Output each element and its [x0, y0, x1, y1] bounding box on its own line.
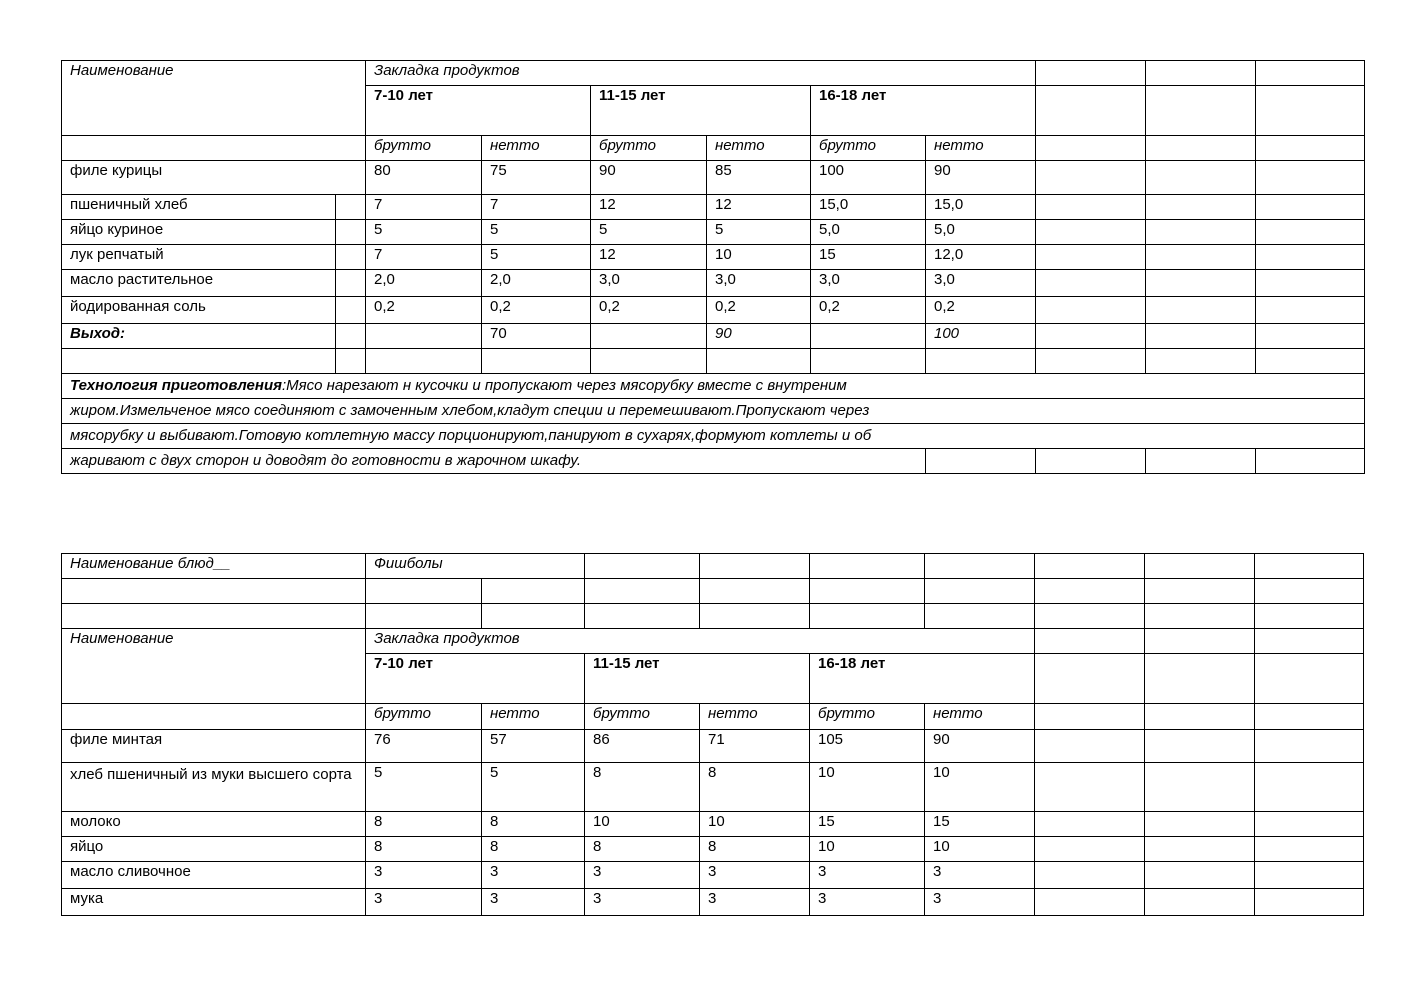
value-cell: 0,2: [482, 297, 591, 324]
empty-cell: [1035, 763, 1145, 812]
brutto-header: брутто: [366, 136, 482, 161]
empty-cell: [700, 554, 810, 579]
empty-cell: [810, 579, 925, 604]
table-row: [62, 297, 1365, 324]
value-cell: 5: [591, 220, 707, 245]
empty-cell: [1255, 604, 1364, 629]
value-cell: 12: [707, 195, 811, 220]
empty-cell: [1146, 245, 1256, 270]
value-cell: 5: [366, 220, 482, 245]
empty-cell: [1035, 554, 1145, 579]
table-row: [62, 161, 1365, 195]
netto-header: нетто: [482, 136, 591, 161]
empty-cell: [336, 297, 366, 324]
empty-cell: [62, 349, 336, 374]
netto-header: нетто: [707, 136, 811, 161]
value-cell: 3,0: [707, 270, 811, 297]
empty-cell: [1256, 270, 1365, 297]
empty-cell: [336, 349, 366, 374]
empty-cell: [366, 579, 482, 604]
value-cell: 8: [585, 837, 700, 862]
empty-cell: [1035, 730, 1145, 763]
empty-cell: [1145, 889, 1255, 916]
table-row: [62, 195, 1365, 220]
value-cell: 3,0: [926, 270, 1036, 297]
value-cell: 0,2: [366, 297, 482, 324]
output-label: Выход:: [62, 324, 336, 349]
ingredient-name: пшеничный хлеб: [62, 195, 336, 220]
value-cell: 10: [810, 837, 925, 862]
empty-cell: [1256, 245, 1365, 270]
value-cell: 105: [810, 730, 925, 763]
value-cell: 76: [366, 730, 482, 763]
technology-line: [62, 374, 1365, 399]
empty-cell: [1145, 554, 1255, 579]
ingredient-name: масло растительное: [62, 270, 336, 297]
empty-cell: [1146, 449, 1256, 474]
empty-cell: [1145, 704, 1255, 730]
brutto-header: брутто: [810, 704, 925, 730]
value-cell: 90: [591, 161, 707, 195]
empty-cell: [1035, 812, 1145, 837]
ingredient-name: яйцо: [62, 837, 366, 862]
age-group-7-10: 7-10 лет: [366, 86, 591, 136]
empty-cell: [1036, 270, 1146, 297]
empty-cell: [366, 349, 482, 374]
table-row: [62, 862, 1364, 889]
value-cell: 100: [811, 161, 926, 195]
value-cell: 90: [926, 161, 1036, 195]
value-cell: 86: [585, 730, 700, 763]
empty-cell: [1036, 220, 1146, 245]
empty-cell: [1255, 812, 1364, 837]
netto-header: нетто: [926, 136, 1036, 161]
empty-cell: [1035, 604, 1145, 629]
ingredient-name: хлеб пшеничный из муки высшего сорта: [62, 763, 366, 812]
empty-cell: [1036, 195, 1146, 220]
empty-cell: [1035, 862, 1145, 889]
empty-cell: [1146, 195, 1256, 220]
age-group-16-18: 16-18 лет: [810, 654, 1035, 704]
value-cell: 8: [482, 837, 585, 862]
value-cell: 0,2: [926, 297, 1036, 324]
output-value: 70: [482, 324, 591, 349]
empty-cell: [591, 349, 707, 374]
recipe-table-2: [61, 553, 1364, 916]
value-cell: 5: [366, 763, 482, 812]
age-group-16-18: 16-18 лет: [811, 86, 1036, 136]
value-cell: 3: [810, 889, 925, 916]
empty-cell: [1035, 704, 1145, 730]
ingredient-name: филе курицы: [62, 161, 366, 195]
technology-text: :Мясо нарезают н кусочки и пропускают через мясорубку вместе с внутреним: [281, 377, 847, 394]
value-cell: 12: [591, 195, 707, 220]
value-cell: 71: [700, 730, 810, 763]
output-value: 90: [707, 324, 811, 349]
netto-header: нетто: [700, 704, 810, 730]
value-cell: 15,0: [926, 195, 1036, 220]
table-row: [62, 270, 1365, 297]
ingredient-name: йодированная соль: [62, 297, 336, 324]
value-cell: 8: [700, 837, 810, 862]
value-cell: 3: [810, 862, 925, 889]
products-header: Закладка продуктов: [366, 629, 1035, 654]
netto-header: нетто: [482, 704, 585, 730]
value-cell: 8: [700, 763, 810, 812]
empty-cell: [1255, 763, 1364, 812]
ingredient-name: лук репчатый: [62, 245, 336, 270]
value-cell: 8: [482, 812, 585, 837]
empty-cell: [1035, 629, 1145, 654]
value-cell: 3: [585, 862, 700, 889]
brutto-header: брутто: [591, 136, 707, 161]
brutto-header: брутто: [811, 136, 926, 161]
empty-cell: [336, 324, 366, 349]
table-row: [62, 730, 1364, 763]
empty-cell: [810, 554, 925, 579]
empty-cell: [1145, 837, 1255, 862]
empty-cell: [700, 604, 810, 629]
table-row: [62, 812, 1364, 837]
value-cell: 3: [925, 862, 1035, 889]
empty-cell: [585, 579, 700, 604]
empty-cell: [1255, 554, 1364, 579]
empty-cell: [1146, 136, 1256, 161]
empty-cell: [1256, 195, 1365, 220]
empty-cell: [1255, 837, 1364, 862]
empty-cell: [1146, 161, 1256, 195]
empty-cell: [1036, 136, 1146, 161]
empty-cell: [1036, 324, 1146, 349]
empty-cell: [1256, 161, 1365, 195]
empty-cell: [585, 604, 700, 629]
dish-name-label: Наименование блюд__: [62, 554, 366, 579]
value-cell: 57: [482, 730, 585, 763]
empty-cell: [366, 604, 482, 629]
empty-cell: [925, 579, 1035, 604]
value-cell: 75: [482, 161, 591, 195]
ingredient-name: масло сливочное: [62, 862, 366, 889]
empty-cell: [1256, 220, 1365, 245]
table-row: [62, 220, 1365, 245]
empty-cell: [336, 220, 366, 245]
table-row: [62, 763, 1364, 812]
value-cell: 12,0: [926, 245, 1036, 270]
value-cell: 5: [707, 220, 811, 245]
age-group-7-10: 7-10 лет: [366, 654, 585, 704]
empty-cell: [1256, 349, 1365, 374]
empty-cell: [1255, 704, 1364, 730]
value-cell: 3: [700, 862, 810, 889]
value-cell: 3: [366, 889, 482, 916]
recipe-table-1: [61, 60, 1365, 474]
value-cell: 15: [925, 812, 1035, 837]
empty-cell: [1036, 349, 1146, 374]
empty-cell: [1035, 837, 1145, 862]
empty-cell: [925, 604, 1035, 629]
empty-cell: [925, 554, 1035, 579]
brutto-header: брутто: [585, 704, 700, 730]
table-row: [62, 837, 1364, 862]
empty-cell: [1145, 654, 1255, 704]
empty-cell: [482, 604, 585, 629]
empty-cell: [707, 349, 811, 374]
ingredient-name: молоко: [62, 812, 366, 837]
value-cell: 3: [366, 862, 482, 889]
value-cell: 10: [925, 763, 1035, 812]
empty-cell: [1255, 654, 1364, 704]
empty-cell: [1145, 604, 1255, 629]
value-cell: 10: [700, 812, 810, 837]
name-header: Наименование: [62, 61, 366, 136]
empty-cell: [811, 349, 926, 374]
value-cell: 10: [585, 812, 700, 837]
value-cell: 0,2: [591, 297, 707, 324]
empty-cell: [700, 579, 810, 604]
empty-cell: [811, 324, 926, 349]
empty-cell: [1256, 61, 1365, 86]
empty-cell: [1036, 161, 1146, 195]
value-cell: 8: [585, 763, 700, 812]
empty-cell: [1035, 889, 1145, 916]
value-cell: 10: [925, 837, 1035, 862]
empty-cell: [1036, 61, 1146, 86]
age-group-11-15: 11-15 лет: [585, 654, 810, 704]
value-cell: 3,0: [591, 270, 707, 297]
value-cell: 15: [810, 812, 925, 837]
table-row: [62, 245, 1365, 270]
value-cell: 0,2: [811, 297, 926, 324]
empty-cell: [926, 449, 1036, 474]
empty-cell: [1036, 449, 1146, 474]
value-cell: 10: [707, 245, 811, 270]
empty-cell: [62, 579, 366, 604]
value-cell: 3: [700, 889, 810, 916]
value-cell: 80: [366, 161, 482, 195]
empty-cell: [591, 324, 707, 349]
value-cell: 7: [366, 245, 482, 270]
table-row: [62, 889, 1364, 916]
empty-cell: [1146, 324, 1256, 349]
empty-cell: [1035, 579, 1145, 604]
output-value: 100: [926, 324, 1036, 349]
value-cell: 5,0: [811, 220, 926, 245]
empty-cell: [1145, 579, 1255, 604]
value-cell: 7: [366, 195, 482, 220]
empty-cell: [926, 349, 1036, 374]
value-cell: 5: [482, 245, 591, 270]
value-cell: 5: [482, 763, 585, 812]
ingredient-name: яйцо куриное: [62, 220, 336, 245]
empty-cell: [482, 579, 585, 604]
value-cell: 10: [810, 763, 925, 812]
age-group-11-15: 11-15 лет: [591, 86, 811, 136]
value-cell: 3: [925, 889, 1035, 916]
empty-cell: [336, 245, 366, 270]
empty-cell: [1036, 297, 1146, 324]
value-cell: 3: [585, 889, 700, 916]
ingredient-name: мука: [62, 889, 366, 916]
empty-cell: [1255, 629, 1364, 654]
empty-cell: [1256, 136, 1365, 161]
empty-cell: [1146, 220, 1256, 245]
empty-cell: [1035, 654, 1145, 704]
value-cell: 0,2: [707, 297, 811, 324]
empty-cell: [1256, 449, 1365, 474]
empty-cell: [585, 554, 700, 579]
empty-cell: [336, 270, 366, 297]
empty-cell: [1255, 730, 1364, 763]
empty-cell: [1146, 297, 1256, 324]
empty-cell: [1145, 629, 1255, 654]
value-cell: 5,0: [926, 220, 1036, 245]
empty-cell: [1255, 889, 1364, 916]
value-cell: 15: [811, 245, 926, 270]
empty-cell: [810, 604, 925, 629]
name-header: Наименование: [62, 629, 366, 704]
products-header: Закладка продуктов: [366, 61, 1036, 86]
empty-cell: [366, 324, 482, 349]
empty-cell: [1146, 86, 1256, 136]
technology-line: мясорубку и выбивают.Готовую котлетную массу порционируют,панируют в сухарях,формуют котлеты и об: [62, 424, 1365, 449]
empty-cell: [1145, 812, 1255, 837]
empty-cell: [1256, 86, 1365, 136]
value-cell: 8: [366, 812, 482, 837]
value-cell: 85: [707, 161, 811, 195]
technology-label: Технология приготовления: [70, 377, 282, 394]
empty-cell: [482, 349, 591, 374]
output-row: [62, 324, 1365, 349]
value-cell: 3,0: [811, 270, 926, 297]
empty-cell: [1145, 862, 1255, 889]
ingredient-name: филе минтая: [62, 730, 366, 763]
empty-cell: [1256, 324, 1365, 349]
value-cell: 3: [482, 889, 585, 916]
empty-cell: [1146, 349, 1256, 374]
empty-cell: [1145, 730, 1255, 763]
empty-cell: [1036, 86, 1146, 136]
empty-cell: [1256, 297, 1365, 324]
value-cell: 5: [482, 220, 591, 245]
empty-cell: [1145, 763, 1255, 812]
empty-cell: [1146, 61, 1256, 86]
value-cell: 2,0: [366, 270, 482, 297]
technology-line: жиром.Измельченое мясо соединяют с замоченным хлебом,кладут специи и перемешивают.Пропускают через: [62, 399, 1365, 424]
value-cell: 8: [366, 837, 482, 862]
value-cell: 7: [482, 195, 591, 220]
brutto-header: брутто: [366, 704, 482, 730]
value-cell: 3: [482, 862, 585, 889]
dish-name: Фишболы: [366, 554, 585, 579]
empty-cell: [1255, 579, 1364, 604]
empty-cell: [1255, 862, 1364, 889]
value-cell: 2,0: [482, 270, 591, 297]
empty-cell: [1146, 270, 1256, 297]
technology-line: жаривают с двух сторон и доводят до готовности в жарочном шкафу.: [62, 449, 926, 474]
empty-cell: [336, 195, 366, 220]
value-cell: 90: [925, 730, 1035, 763]
netto-header: нетто: [925, 704, 1035, 730]
empty-cell: [62, 604, 366, 629]
empty-cell: [62, 136, 366, 161]
empty-cell: [62, 704, 366, 730]
empty-cell: [1036, 245, 1146, 270]
value-cell: 15,0: [811, 195, 926, 220]
value-cell: 12: [591, 245, 707, 270]
